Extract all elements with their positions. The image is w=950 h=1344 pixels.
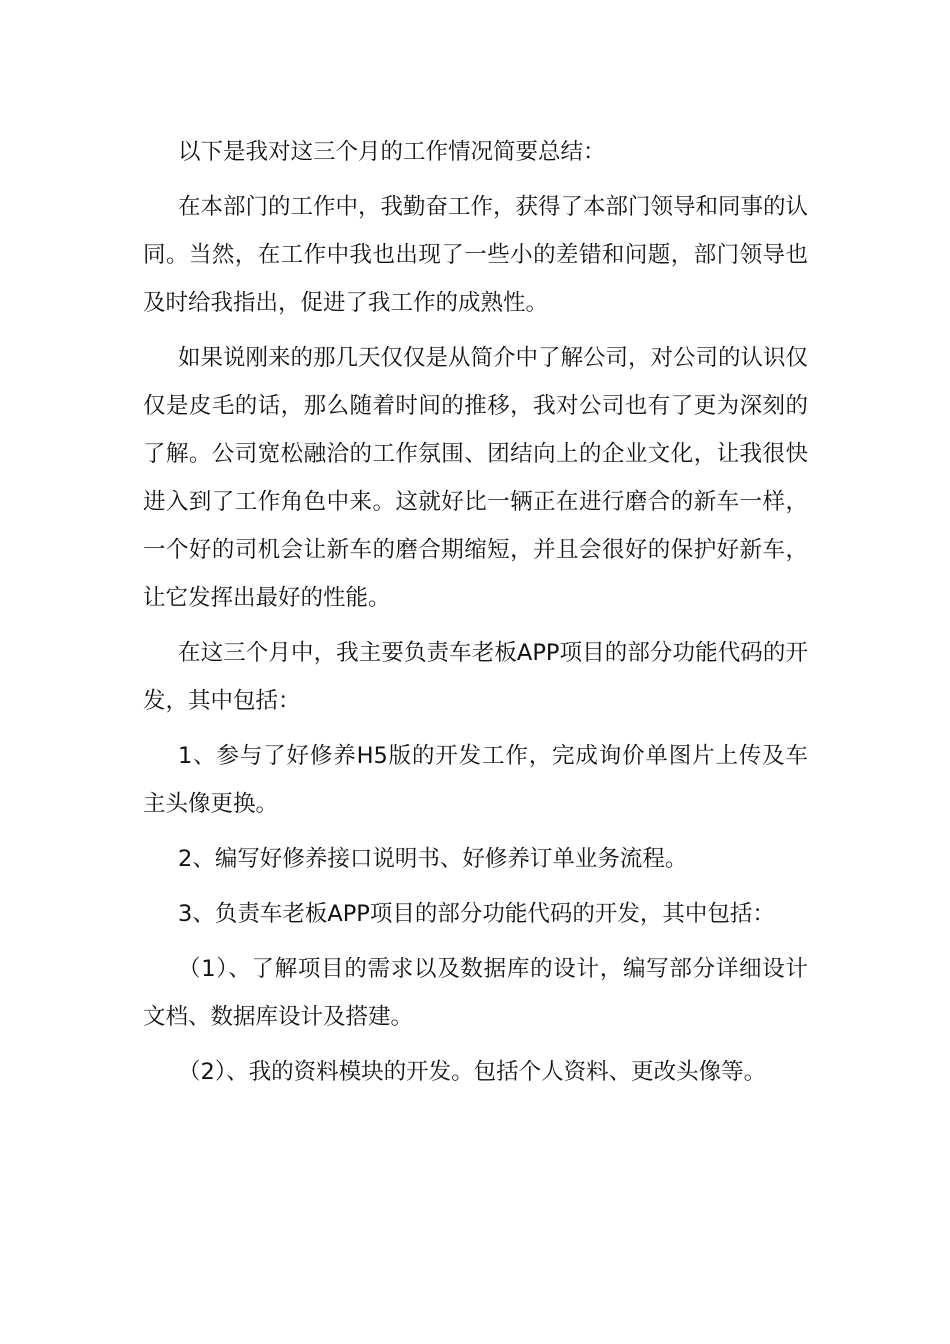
company-understanding-paragraph: 如果说刚来的那几天仅仅是从简介中了解公司，对公司的认识仅仅是皮毛的话，那么随着时间的推移，我对公司也有了更为深刻的了解。公司宽松融洽的工作氛围、团结向上的企业文化，让我很快进入到了工作角色中来。这就好比一辆正在进行磨合的新车一样，一个好的司机会让新车的磨合期缩短，并且会很好的保护好新车，让它发挥出最好的性能。 bbox=[143, 345, 809, 611]
sub-item-1: （1）、了解项目的需求以及数据库的设计，编写部分详细设计文档、数据库设计及搭建。 bbox=[143, 956, 808, 1030]
list-item-3: 3、负责车老板APP项目的部分功能代码的开发，其中包括： bbox=[178, 901, 775, 927]
sub-item-2: （2）、我的资料模块的开发。包括个人资料、更改头像等。 bbox=[178, 1059, 767, 1085]
department-work-paragraph: 在本部门的工作中，我勤奋工作，获得了本部门领导和同事的认同。当然，在工作中我也出现了一些小的差错和问题，部门领导也及时给我指出，促进了我工作的成熟性。 bbox=[143, 194, 809, 316]
list-item-1: 1、参与了好修养H5版的开发工作，完成询价单图片上传及车主头像更换。 bbox=[143, 743, 808, 817]
document-body bbox=[143, 128, 808, 1103]
list-item-2: 2、编写好修养接口说明书、好修养订单业务流程。 bbox=[178, 846, 688, 872]
project-responsibility-paragraph: 在这三个月中，我主要负责车老板APP项目的部分功能代码的开发，其中包括： bbox=[143, 640, 808, 714]
summary-intro-paragraph: 以下是我对这三个月的工作情况简要总结： bbox=[178, 139, 606, 165]
